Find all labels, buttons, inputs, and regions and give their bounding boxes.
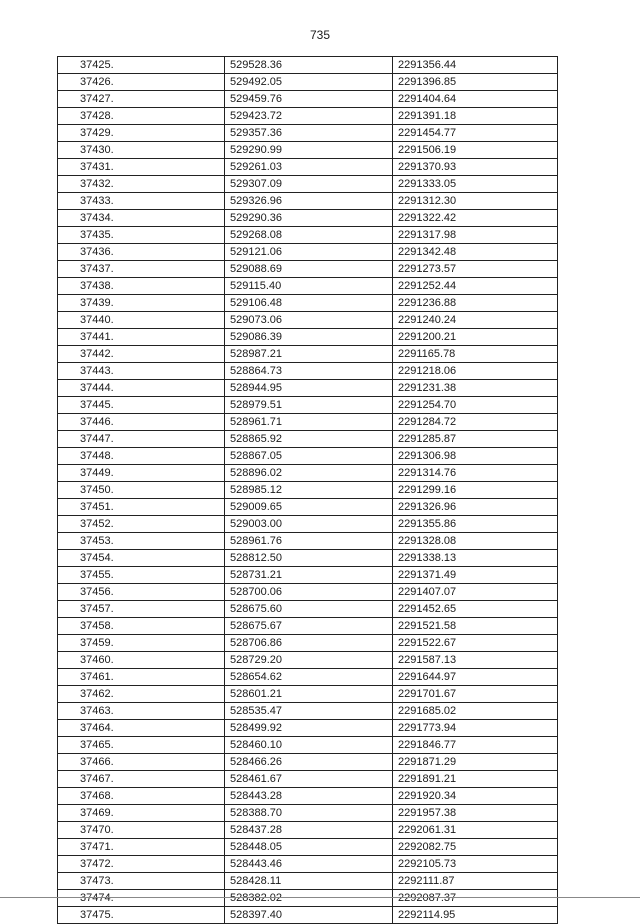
table-row (58, 142, 558, 159)
x-coordinate-cell: 529326.96 (225, 193, 393, 210)
point-number-cell: 37456. (58, 584, 225, 601)
x-coordinate-cell: 528979.51 (225, 397, 393, 414)
point-number-cell: 37441. (58, 329, 225, 346)
point-number-cell: 37452. (58, 516, 225, 533)
table-row (58, 584, 558, 601)
x-coordinate-cell: 528896.02 (225, 465, 393, 482)
point-number-cell: 37425. (58, 57, 225, 74)
point-number-cell: 37428. (58, 108, 225, 125)
point-number-cell: 37455. (58, 567, 225, 584)
y-coordinate-cell: 2292087.37 (393, 890, 558, 907)
y-coordinate-cell: 2291236.88 (393, 295, 558, 312)
point-number-cell: 37473. (58, 873, 225, 890)
y-coordinate-cell: 2291285.87 (393, 431, 558, 448)
x-coordinate-cell: 528864.73 (225, 363, 393, 380)
point-number-cell: 37447. (58, 431, 225, 448)
point-number-cell: 37434. (58, 210, 225, 227)
y-coordinate-cell: 2291333.05 (393, 176, 558, 193)
y-coordinate-cell: 2291200.21 (393, 329, 558, 346)
point-number-cell: 37432. (58, 176, 225, 193)
table-row (58, 686, 558, 703)
x-coordinate-cell: 529106.48 (225, 295, 393, 312)
x-coordinate-cell: 528985.12 (225, 482, 393, 499)
x-coordinate-cell: 529357.36 (225, 125, 393, 142)
table-row (58, 499, 558, 516)
x-coordinate-cell: 529073.06 (225, 312, 393, 329)
x-coordinate-cell: 528443.46 (225, 856, 393, 873)
y-coordinate-cell: 2291252.44 (393, 278, 558, 295)
table-row (58, 363, 558, 380)
x-coordinate-cell: 528460.10 (225, 737, 393, 754)
x-coordinate-cell: 528601.21 (225, 686, 393, 703)
point-number-cell: 37430. (58, 142, 225, 159)
table-row (58, 295, 558, 312)
table-row (58, 278, 558, 295)
y-coordinate-cell: 2291773.94 (393, 720, 558, 737)
table-row (58, 907, 558, 924)
y-coordinate-cell: 2291370.93 (393, 159, 558, 176)
x-coordinate-cell: 529268.08 (225, 227, 393, 244)
y-coordinate-cell: 2291871.29 (393, 754, 558, 771)
table-row (58, 159, 558, 176)
table-row (58, 397, 558, 414)
point-number-cell: 37457. (58, 601, 225, 618)
y-coordinate-cell: 2291396.85 (393, 74, 558, 91)
point-number-cell: 37429. (58, 125, 225, 142)
x-coordinate-cell: 528961.71 (225, 414, 393, 431)
table-row (58, 465, 558, 482)
table-row (58, 448, 558, 465)
y-coordinate-cell: 2291957.38 (393, 805, 558, 822)
x-coordinate-cell: 528987.21 (225, 346, 393, 363)
y-coordinate-cell: 2291312.30 (393, 193, 558, 210)
table-row (58, 873, 558, 890)
point-number-cell: 37470. (58, 822, 225, 839)
table-row (58, 669, 558, 686)
point-number-cell: 37472. (58, 856, 225, 873)
y-coordinate-cell: 2291322.42 (393, 210, 558, 227)
coordinates-table (57, 56, 558, 924)
x-coordinate-cell: 528535.47 (225, 703, 393, 720)
x-coordinate-cell: 528961.76 (225, 533, 393, 550)
y-coordinate-cell: 2291685.02 (393, 703, 558, 720)
point-number-cell: 37444. (58, 380, 225, 397)
x-coordinate-cell: 528729.20 (225, 652, 393, 669)
point-number-cell: 37471. (58, 839, 225, 856)
x-coordinate-cell: 528944.95 (225, 380, 393, 397)
table-row (58, 91, 558, 108)
y-coordinate-cell: 2291644.97 (393, 669, 558, 686)
table-row (58, 533, 558, 550)
point-number-cell: 37442. (58, 346, 225, 363)
table-row (58, 890, 558, 907)
table-row (58, 601, 558, 618)
table-row (58, 431, 558, 448)
point-number-cell: 37437. (58, 261, 225, 278)
point-number-cell: 37448. (58, 448, 225, 465)
y-coordinate-cell: 2291314.76 (393, 465, 558, 482)
y-coordinate-cell: 2291701.67 (393, 686, 558, 703)
y-coordinate-cell: 2291299.16 (393, 482, 558, 499)
table-row (58, 635, 558, 652)
point-number-cell: 37467. (58, 771, 225, 788)
x-coordinate-cell: 528731.21 (225, 567, 393, 584)
y-coordinate-cell: 2291454.77 (393, 125, 558, 142)
table-row (58, 720, 558, 737)
x-coordinate-cell: 529492.05 (225, 74, 393, 91)
y-coordinate-cell: 2291306.98 (393, 448, 558, 465)
point-number-cell: 37454. (58, 550, 225, 567)
y-coordinate-cell: 2292061.31 (393, 822, 558, 839)
y-coordinate-cell: 2291452.65 (393, 601, 558, 618)
point-number-cell: 37450. (58, 482, 225, 499)
x-coordinate-cell: 528867.05 (225, 448, 393, 465)
point-number-cell: 37463. (58, 703, 225, 720)
x-coordinate-cell: 529459.76 (225, 91, 393, 108)
point-number-cell: 37426. (58, 74, 225, 91)
y-coordinate-cell: 2291328.08 (393, 533, 558, 550)
y-coordinate-cell: 2291522.67 (393, 635, 558, 652)
y-coordinate-cell: 2291165.78 (393, 346, 558, 363)
point-number-cell: 37453. (58, 533, 225, 550)
point-number-cell: 37475. (58, 907, 225, 924)
y-coordinate-cell: 2291404.64 (393, 91, 558, 108)
point-number-cell: 37461. (58, 669, 225, 686)
point-number-cell: 37446. (58, 414, 225, 431)
table-row (58, 805, 558, 822)
y-coordinate-cell: 2291342.48 (393, 244, 558, 261)
table-body (58, 57, 558, 924)
y-coordinate-cell: 2291371.49 (393, 567, 558, 584)
y-coordinate-cell: 2291338.13 (393, 550, 558, 567)
table-row (58, 822, 558, 839)
table-row (58, 108, 558, 125)
table-row (58, 380, 558, 397)
table-row (58, 329, 558, 346)
x-coordinate-cell: 528706.86 (225, 635, 393, 652)
point-number-cell: 37466. (58, 754, 225, 771)
point-number-cell: 37474. (58, 890, 225, 907)
x-coordinate-cell: 528448.05 (225, 839, 393, 856)
point-number-cell: 37436. (58, 244, 225, 261)
y-coordinate-cell: 2291254.70 (393, 397, 558, 414)
table-row (58, 125, 558, 142)
x-coordinate-cell: 528397.40 (225, 907, 393, 924)
point-number-cell: 37459. (58, 635, 225, 652)
y-coordinate-cell: 2291506.19 (393, 142, 558, 159)
x-coordinate-cell: 529290.36 (225, 210, 393, 227)
y-coordinate-cell: 2291231.38 (393, 380, 558, 397)
x-coordinate-cell: 528700.06 (225, 584, 393, 601)
table-row (58, 652, 558, 669)
x-coordinate-cell: 528466.26 (225, 754, 393, 771)
x-coordinate-cell: 528675.67 (225, 618, 393, 635)
y-coordinate-cell: 2292082.75 (393, 839, 558, 856)
x-coordinate-cell: 528388.70 (225, 805, 393, 822)
x-coordinate-cell: 529261.03 (225, 159, 393, 176)
table-row (58, 227, 558, 244)
point-number-cell: 37464. (58, 720, 225, 737)
y-coordinate-cell: 2291218.06 (393, 363, 558, 380)
point-number-cell: 37468. (58, 788, 225, 805)
x-coordinate-cell: 529088.69 (225, 261, 393, 278)
point-number-cell: 37435. (58, 227, 225, 244)
x-coordinate-cell: 528812.50 (225, 550, 393, 567)
x-coordinate-cell: 528654.62 (225, 669, 393, 686)
page-bottom-rule (0, 897, 640, 898)
x-coordinate-cell: 528499.92 (225, 720, 393, 737)
x-coordinate-cell: 528437.28 (225, 822, 393, 839)
x-coordinate-cell: 528675.60 (225, 601, 393, 618)
point-number-cell: 37460. (58, 652, 225, 669)
table-row (58, 771, 558, 788)
table-row (58, 856, 558, 873)
point-number-cell: 37439. (58, 295, 225, 312)
y-coordinate-cell: 2291391.18 (393, 108, 558, 125)
table-row (58, 550, 558, 567)
x-coordinate-cell: 529086.39 (225, 329, 393, 346)
y-coordinate-cell: 2291273.57 (393, 261, 558, 278)
x-coordinate-cell: 528865.92 (225, 431, 393, 448)
x-coordinate-cell: 529290.99 (225, 142, 393, 159)
table-row (58, 839, 558, 856)
y-coordinate-cell: 2291284.72 (393, 414, 558, 431)
table-row (58, 176, 558, 193)
point-number-cell: 37462. (58, 686, 225, 703)
x-coordinate-cell: 528382.02 (225, 890, 393, 907)
point-number-cell: 37440. (58, 312, 225, 329)
x-coordinate-cell: 529528.36 (225, 57, 393, 74)
x-coordinate-cell: 528461.67 (225, 771, 393, 788)
y-coordinate-cell: 2292111.87 (393, 873, 558, 890)
y-coordinate-cell: 2291521.58 (393, 618, 558, 635)
point-number-cell: 37427. (58, 91, 225, 108)
x-coordinate-cell: 529009.65 (225, 499, 393, 516)
point-number-cell: 37469. (58, 805, 225, 822)
y-coordinate-cell: 2291846.77 (393, 737, 558, 754)
table-row (58, 57, 558, 74)
y-coordinate-cell: 2292114.95 (393, 907, 558, 924)
table-row (58, 244, 558, 261)
point-number-cell: 37433. (58, 193, 225, 210)
y-coordinate-cell: 2291240.24 (393, 312, 558, 329)
table-row (58, 210, 558, 227)
table-row (58, 312, 558, 329)
x-coordinate-cell: 528428.11 (225, 873, 393, 890)
x-coordinate-cell: 529121.06 (225, 244, 393, 261)
y-coordinate-cell: 2291356.44 (393, 57, 558, 74)
point-number-cell: 37451. (58, 499, 225, 516)
table-row (58, 754, 558, 771)
x-coordinate-cell: 529423.72 (225, 108, 393, 125)
y-coordinate-cell: 2291355.86 (393, 516, 558, 533)
table-row (58, 482, 558, 499)
table-row (58, 567, 558, 584)
table-row (58, 74, 558, 91)
y-coordinate-cell: 2291891.21 (393, 771, 558, 788)
table-row (58, 737, 558, 754)
y-coordinate-cell: 2291326.96 (393, 499, 558, 516)
table-row (58, 788, 558, 805)
point-number-cell: 37443. (58, 363, 225, 380)
x-coordinate-cell: 528443.28 (225, 788, 393, 805)
x-coordinate-cell: 529115.40 (225, 278, 393, 295)
page-number: 735 (309, 28, 331, 42)
y-coordinate-cell: 2292105.73 (393, 856, 558, 873)
table-row (58, 618, 558, 635)
x-coordinate-cell: 529003.00 (225, 516, 393, 533)
table-row (58, 414, 558, 431)
point-number-cell: 37431. (58, 159, 225, 176)
x-coordinate-cell: 529307.09 (225, 176, 393, 193)
table-row (58, 346, 558, 363)
point-number-cell: 37458. (58, 618, 225, 635)
y-coordinate-cell: 2291920.34 (393, 788, 558, 805)
y-coordinate-cell: 2291317.98 (393, 227, 558, 244)
table-row (58, 193, 558, 210)
point-number-cell: 37449. (58, 465, 225, 482)
y-coordinate-cell: 2291407.07 (393, 584, 558, 601)
table-row (58, 516, 558, 533)
table-row (58, 261, 558, 278)
y-coordinate-cell: 2291587.13 (393, 652, 558, 669)
point-number-cell: 37445. (58, 397, 225, 414)
table-row (58, 703, 558, 720)
point-number-cell: 37465. (58, 737, 225, 754)
point-number-cell: 37438. (58, 278, 225, 295)
